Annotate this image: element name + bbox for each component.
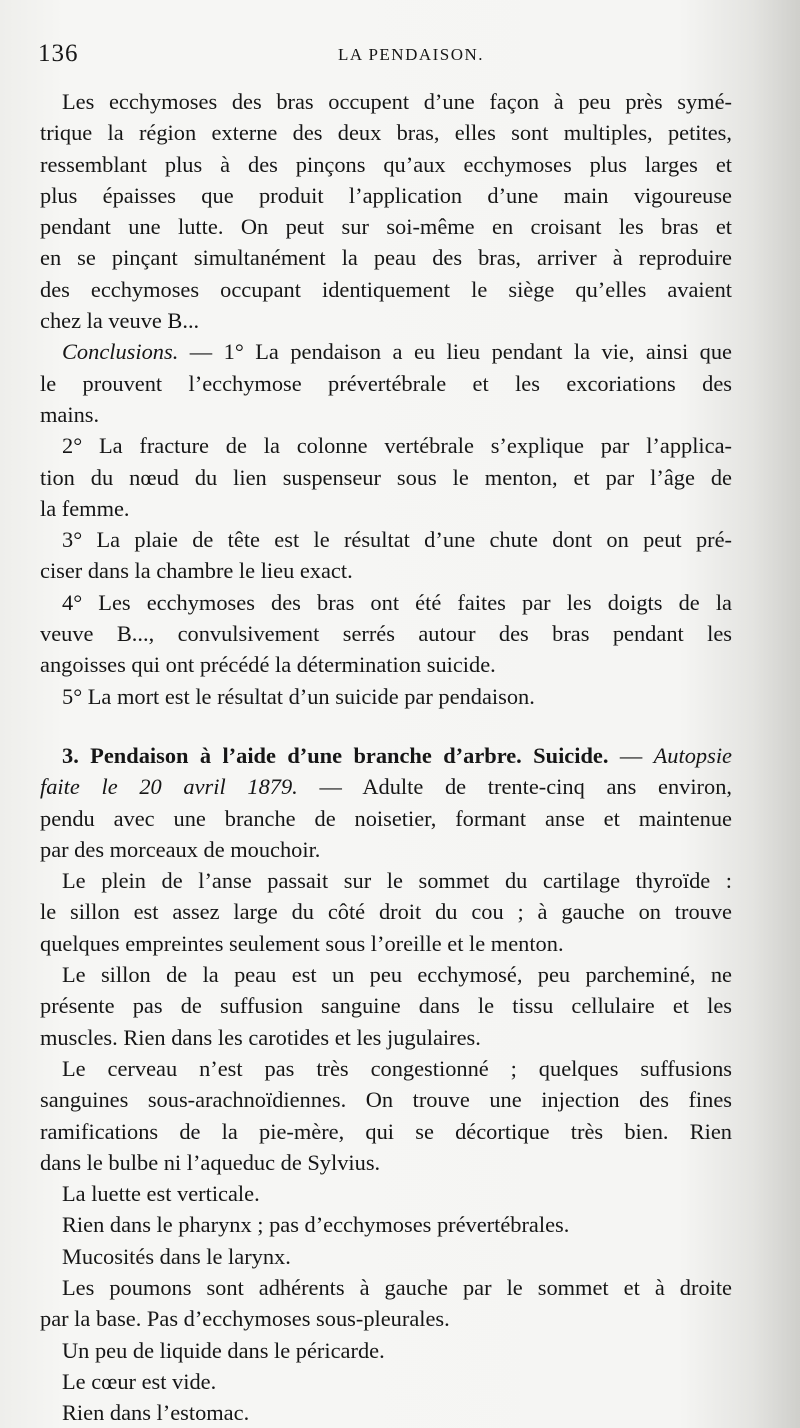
text-line: La luette est verticale. [62, 1181, 260, 1207]
autopsy-label: Autopsie [653, 742, 732, 768]
text-line: veuve B..., convulsivement serrés autour des bras pendant les [40, 621, 732, 647]
text-line: chez la veuve B... [40, 308, 200, 334]
running-title: LA PENDAISON. [338, 45, 485, 64]
text-line: trique la région externe des deux bras, elles sont multiples, petites, [40, 120, 732, 146]
text-fragment: — 1° La pendaison a eu lieu pendant la vie, ainsi que [189, 339, 732, 365]
text-line: quelques empreintes seulement sous l’oreille et le menton. [40, 930, 564, 956]
autopsy-date-line [40, 771, 732, 802]
text-line: mains. [40, 401, 100, 427]
text-line: par des morceaux de mouchoir. [40, 836, 321, 862]
text-line: Rien dans le pharynx ; pas d’ecchymoses prévertébrales. [62, 1212, 570, 1238]
body-text [40, 86, 732, 1428]
text-line: présente pas de suffusion sanguine dans le tissu cellulaire et les [40, 993, 732, 1019]
text-line: des ecchymoses occupant identiquement le siège qu’elles avaient [40, 276, 732, 302]
text-line: Le plein de l’anse passait sur le sommet du cartilage thyroïde : [62, 868, 732, 894]
text-line: 4° Les ecchymoses des bras ont été faites par les doigts de la [62, 589, 732, 615]
text-line: le sillon est assez large du côté droit du cou ; à gauche on trouve [40, 899, 732, 925]
text-line: le prouvent l’ecchymose prévertébrale et les excoriations des [40, 370, 732, 396]
case-heading: 3. Pendaison à l’aide d’une branche d’arbre. Suicide. [62, 742, 609, 768]
text-line: ressemblant plus à des pinçons qu’aux ecchymoses plus larges et [40, 151, 732, 177]
text-line: Rien dans l’estomac. [62, 1400, 250, 1426]
text-line: par la base. Pas d’ecchymoses sous-pleurales. [40, 1306, 450, 1332]
text-line: ciser dans la chambre le lieu exact. [40, 558, 353, 584]
text-line: plus épaisses que produit l’application d’une main vigoureuse [40, 182, 732, 208]
text-line: Les poumons sont adhérents à gauche par le sommet et à droite [62, 1274, 732, 1300]
text-line: ramifications de la pie-mère, qui se décortique très bien. Rien [40, 1118, 732, 1144]
text-line: 2° La fracture de la colonne vertébrale s’explique par l’applica- [62, 433, 732, 459]
page-header [38, 40, 762, 74]
text-line: la femme. [40, 495, 130, 521]
text-line: pendu avec une branche de noisetier, formant anse et maintenue [40, 805, 732, 831]
case-heading-line [40, 740, 732, 771]
page-number: 136 [38, 40, 79, 67]
autopsy-date: faite le 20 avril 1879. [40, 774, 298, 800]
text-fragment: — Adulte de trente-cinq ans environ, [297, 774, 732, 800]
text-line: muscles. Rien dans les carotides et les jugulaires. [40, 1024, 481, 1050]
text-line: en se pinçant simultanément la peau des bras, arriver à reproduire [40, 245, 732, 271]
text-line: 5° La mort est le résultat d’un suicide par pendaison. [62, 683, 535, 709]
text-line: Mucosités dans le larynx. [62, 1243, 291, 1269]
text-line: angoisses qui ont précédé la détermination suicide. [40, 652, 496, 678]
text-line: Les ecchymoses des bras occupent d’une façon à peu près symé- [62, 89, 732, 114]
text-line: 3° La plaie de tête est le résultat d’une chute dont on peut pré- [62, 527, 732, 553]
text-line: Un peu de liquide dans le péricarde. [62, 1337, 385, 1363]
text-line: Le cerveau n’est pas très congestionné ; quelques suffusions [62, 1055, 732, 1081]
text-line: Le sillon de la peau est un peu ecchymosé, peu parcheminé, ne [62, 962, 732, 988]
conclusions-line [40, 336, 732, 367]
text-line: dans le bulbe ni l’aqueduc de Sylvius. [40, 1149, 381, 1175]
text-line: tion du nœud du lien suspenseur sous le menton, et par l’âge de [40, 464, 732, 490]
text-line: sanguines sous-arachnoïdiennes. On trouve une injection des fines [40, 1087, 732, 1113]
text-fragment: — [619, 742, 654, 768]
text-line: pendant une lutte. On peut sur soi-même en croisant les bras et [40, 214, 732, 240]
conclusions-label: Conclusions. [62, 339, 179, 365]
section-spacer [40, 712, 732, 740]
text-line: Le cœur est vide. [62, 1368, 217, 1394]
